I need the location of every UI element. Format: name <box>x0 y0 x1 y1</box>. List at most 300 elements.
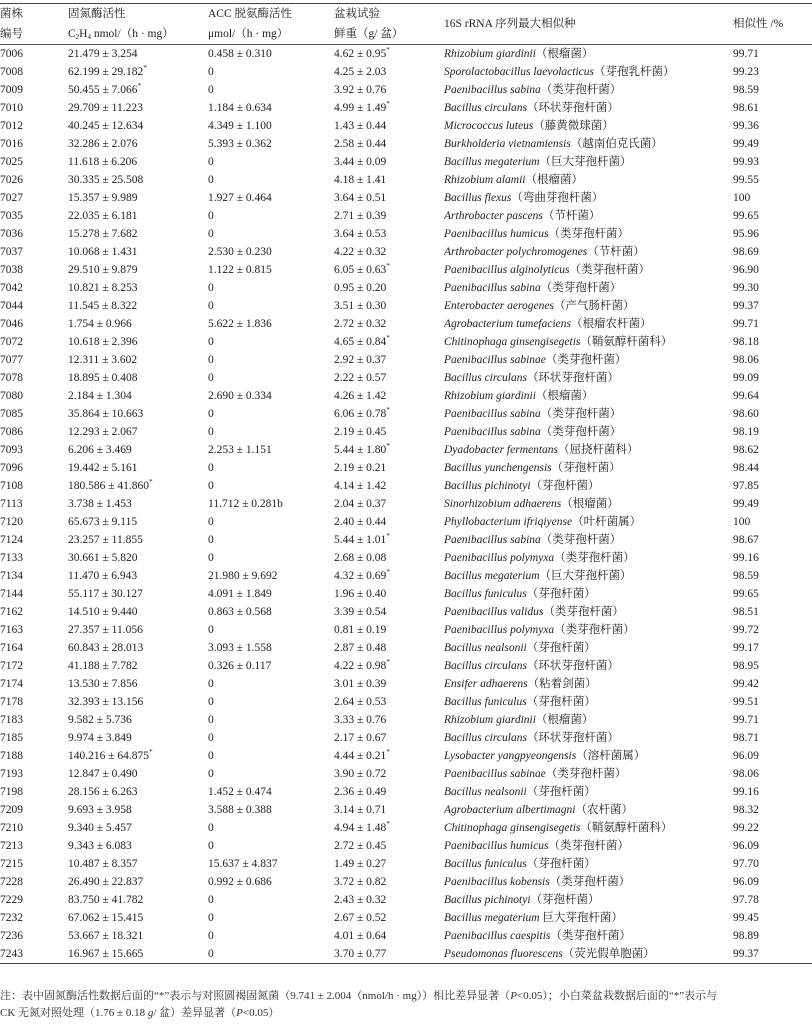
nitrogenase-activity-cell <box>68 513 208 531</box>
table-footnote <box>0 988 812 1022</box>
species-cell <box>444 117 733 135</box>
species-cell <box>444 891 733 909</box>
species-scientific-name: Bacillus circulans <box>444 102 527 114</box>
nitrogenase-activity-cell <box>68 81 208 99</box>
fresh-weight-value: 4.01 ± 0.64 <box>334 930 387 942</box>
acc-deaminase-cell: 1.184 ± 0.634 <box>208 102 272 114</box>
nitrogenase-activity-cell <box>68 567 208 585</box>
species-cell <box>444 819 733 837</box>
species-scientific-name: Rhizobium alamii <box>444 174 526 186</box>
fresh-weight-cell <box>334 657 444 675</box>
species-scientific-name: Paenibacillus caespitis <box>444 930 551 942</box>
nitrogenase-activity-cell <box>68 189 208 207</box>
nitrogenase-activity-cell <box>68 783 208 801</box>
fresh-weight-cell <box>334 63 444 81</box>
species-scientific-name: Lysobacter yangpyeongensis <box>444 750 577 762</box>
acc-deaminase-cell: 0 <box>208 534 214 546</box>
significance-star: * <box>137 82 142 90</box>
species-scientific-name: Sinorhizobium adhaerens <box>444 498 562 510</box>
species-scientific-name: Bacillus circulans <box>444 660 527 672</box>
similarity-cell: 98.89 <box>733 930 759 942</box>
table-row <box>0 945 812 964</box>
fresh-weight-cell <box>334 441 444 459</box>
fresh-weight-cell <box>334 693 444 711</box>
similarity-cell: 99.37 <box>733 300 759 312</box>
species-scientific-name: Agrobacterium albertimagni <box>444 804 576 816</box>
species-chinese-name: （类芽孢杆菌） <box>540 282 622 294</box>
fresh-weight-value: 0.81 ± 0.19 <box>334 624 387 636</box>
table-row <box>0 405 812 423</box>
nitrogenase-activity-cell <box>68 747 208 765</box>
table-row <box>0 315 812 333</box>
species-chinese-name: （芽孢杆菌） <box>526 696 596 708</box>
fresh-weight-value: 5.44 ± 1.80 <box>334 444 387 456</box>
fresh-weight-cell <box>334 279 444 297</box>
similarity-cell: 98.06 <box>733 354 759 366</box>
nitrogenase-activity-cell <box>68 711 208 729</box>
species-chinese-name: （类芽孢杆菌） <box>545 354 627 366</box>
nitrogenase-activity-cell <box>68 657 208 675</box>
acc-deaminase-cell: 0 <box>208 945 334 964</box>
acc-deaminase-cell: 11.712 ± 0.281b <box>208 498 283 510</box>
strain-id-cell: 7178 <box>0 696 23 708</box>
species-cell <box>444 351 733 369</box>
strain-id-cell: 7077 <box>0 354 23 366</box>
nitrogenase-value: 29.709 ± 11.223 <box>68 102 143 114</box>
table-row <box>0 801 812 819</box>
species-cell <box>444 441 733 459</box>
fresh-weight-value: 2.04 ± 0.37 <box>334 498 387 510</box>
similarity-cell: 98.61 <box>733 102 759 114</box>
fresh-weight-cell <box>334 99 444 117</box>
fresh-weight-cell <box>334 585 444 603</box>
species-cell <box>444 927 733 945</box>
nitrogenase-activity-cell <box>68 459 208 477</box>
footnote-text-2b: / 盆）差异显著（ <box>153 1007 237 1019</box>
table-row <box>0 837 812 855</box>
species-chinese-name: （环状芽孢杆菌） <box>526 732 619 744</box>
acc-deaminase-cell: 2.690 ± 0.334 <box>208 390 272 402</box>
strain-id-cell: 7012 <box>0 120 23 132</box>
similarity-cell: 99.65 <box>733 588 759 600</box>
strain-id-cell: 7085 <box>0 408 23 420</box>
nitrogenase-activity-cell <box>68 405 208 423</box>
species-scientific-name: Bacillus pichinotyi <box>444 480 531 492</box>
strain-id-cell: 7162 <box>0 606 23 618</box>
table-row <box>0 45 812 64</box>
strain-id-cell: 7016 <box>0 138 23 150</box>
species-cell <box>444 765 733 783</box>
species-chinese-name: （根瘤菌） <box>525 174 583 186</box>
species-cell <box>444 495 733 513</box>
acc-deaminase-cell: 4.091 ± 1.849 <box>208 588 272 600</box>
species-chinese-name: （芽孢杆菌） <box>551 462 621 474</box>
table-body <box>0 45 812 964</box>
species-scientific-name: Rhizobium giardinii <box>444 48 536 60</box>
species-cell <box>444 585 733 603</box>
species-cell <box>444 45 733 64</box>
acc-deaminase-cell: 21.980 ± 9.692 <box>208 570 278 582</box>
nitrogenase-value: 11.470 ± 6.943 <box>68 570 138 582</box>
acc-deaminase-cell: 0 <box>208 732 214 744</box>
strain-id-cell: 7108 <box>0 480 23 492</box>
similarity-cell: 98.62 <box>733 444 759 456</box>
similarity-cell: 96.90 <box>733 264 759 276</box>
species-scientific-name: Ensifer adhaerens <box>444 678 528 690</box>
strain-id-cell: 7164 <box>0 642 23 654</box>
acc-deaminase-cell: 5.393 ± 0.362 <box>208 138 272 150</box>
species-scientific-name: Arthrobacter pascens <box>444 210 543 222</box>
fresh-weight-cell <box>334 765 444 783</box>
similarity-cell: 98.60 <box>733 408 759 420</box>
nitrogenase-activity-cell <box>68 621 208 639</box>
header-acc-unit: μmol/（h · mg） <box>208 24 334 45</box>
fresh-weight-cell <box>334 135 444 153</box>
similarity-cell: 96.09 <box>733 840 759 852</box>
species-chinese-name: （弯曲芽孢杆菌） <box>511 192 604 204</box>
species-scientific-name: Bacillus funiculus <box>444 588 527 600</box>
nitrogenase-activity-cell <box>68 387 208 405</box>
nitrogenase-value: 15.278 ± 7.682 <box>68 228 138 240</box>
table-row <box>0 639 812 657</box>
fresh-weight-value: 6.05 ± 0.63 <box>334 264 387 276</box>
fresh-weight-value: 4.32 ± 0.69 <box>334 570 387 582</box>
table-row <box>0 621 812 639</box>
nitrogenase-value: 23.257 ± 11.855 <box>68 534 143 546</box>
footnote-text-1b: <0.05）；小白菜盆栽数据后面的“*”表示与 <box>516 990 718 1002</box>
table-row <box>0 549 812 567</box>
table-row <box>0 63 812 81</box>
species-chinese-name: （类芽孢杆菌） <box>569 264 651 276</box>
nitrogenase-value: 9.693 ± 3.958 <box>68 804 132 816</box>
significance-star: * <box>386 658 390 666</box>
species-scientific-name: Paenibacillus humicus <box>444 228 549 240</box>
nitrogenase-value: 12.293 ± 2.067 <box>68 426 138 438</box>
species-chinese-name: （类芽孢杆菌） <box>543 606 624 618</box>
nitrogenase-value: 62.199 ± 29.182 <box>68 66 144 78</box>
strain-id-cell: 7037 <box>0 246 23 258</box>
table-row <box>0 261 812 279</box>
table-row <box>0 873 812 891</box>
species-scientific-name: Paenibacillus polymyxa <box>444 624 555 636</box>
fresh-weight-value: 2.72 ± 0.45 <box>334 840 387 852</box>
strain-id-cell: 7133 <box>0 552 23 564</box>
fresh-weight-value: 4.65 ± 0.84 <box>334 336 387 348</box>
nitrogenase-activity-cell <box>68 117 208 135</box>
nitrogenase-activity-cell <box>68 585 208 603</box>
fresh-weight-value: 4.44 ± 0.21 <box>334 750 387 762</box>
species-scientific-name: Rhizobium giardinii <box>444 714 536 726</box>
table-row <box>0 441 812 459</box>
similarity-cell: 98.18 <box>733 336 759 348</box>
nitrogenase-value: 18.895 ± 0.408 <box>68 372 138 384</box>
acc-deaminase-cell: 0 <box>208 408 214 420</box>
similarity-cell: 99.65 <box>733 210 759 222</box>
acc-deaminase-cell: 0 <box>208 372 214 384</box>
species-chinese-name: （根瘤菌） <box>535 48 594 60</box>
fresh-weight-cell <box>334 531 444 549</box>
species-chinese-name: （芽孢杆菌） <box>526 642 596 654</box>
fresh-weight-cell <box>334 153 444 171</box>
similarity-cell: 99.93 <box>733 156 759 168</box>
nitrogenase-value: 9.340 ± 5.457 <box>68 822 132 834</box>
significance-star: * <box>143 64 147 72</box>
species-cell <box>444 783 733 801</box>
nitrogenase-activity-cell <box>68 315 208 333</box>
species-scientific-name: Bacillus funiculus <box>444 696 527 708</box>
similarity-cell: 99.71 <box>733 714 759 726</box>
nitrogenase-activity-cell <box>68 207 208 225</box>
fresh-weight-cell <box>334 747 444 765</box>
fresh-weight-cell <box>334 891 444 909</box>
significance-star: * <box>149 478 153 486</box>
nitrogenase-value: 10.068 ± 1.431 <box>68 246 138 258</box>
unit-rest: nmol/（h · mg） <box>90 28 174 40</box>
similarity-cell: 98.95 <box>733 660 759 672</box>
species-cell <box>444 243 733 261</box>
species-chinese-name: （根瘤菌） <box>561 498 619 510</box>
nitrogenase-activity-cell <box>68 873 208 891</box>
species-chinese-name: （类芽孢杆菌） <box>540 408 622 420</box>
nitrogenase-activity-cell <box>68 423 208 441</box>
species-cell <box>444 135 733 153</box>
similarity-cell: 99.71 <box>733 318 759 330</box>
fresh-weight-value: 4.14 ± 1.42 <box>334 480 387 492</box>
nitrogenase-value: 13.530 ± 7.856 <box>68 678 138 690</box>
header-fresh-weight: 鲜重（g/ 盆） <box>334 24 444 45</box>
fresh-weight-cell <box>334 459 444 477</box>
species-chinese-name: （类芽孢杆菌） <box>554 552 635 564</box>
species-chinese-name: （农杆菌） <box>575 804 633 816</box>
species-chinese-name: （根瘤菌） <box>535 714 594 726</box>
fresh-weight-value: 4.18 ± 1.41 <box>334 174 387 186</box>
strain-id-cell: 7078 <box>0 372 23 384</box>
species-chinese-name: （类芽孢杆菌） <box>550 930 631 942</box>
strain-id-cell: 7188 <box>0 750 23 762</box>
strain-id-cell: 7243 <box>0 945 68 964</box>
similarity-cell: 97.70 <box>733 858 759 870</box>
species-scientific-name: Bacillus yunchengensis <box>444 462 552 474</box>
nitrogenase-activity-cell <box>68 261 208 279</box>
fresh-weight-value: 4.99 ± 1.49 <box>334 102 387 114</box>
similarity-cell: 98.59 <box>733 84 759 96</box>
header-pot-label: 盆栽试验 <box>334 4 444 25</box>
fresh-weight-cell <box>334 945 444 964</box>
acc-deaminase-cell: 0 <box>208 894 214 906</box>
species-chinese-name: （类芽孢杆菌） <box>554 624 635 636</box>
acc-deaminase-cell: 0 <box>208 354 214 366</box>
table-row <box>0 153 812 171</box>
nitrogenase-activity-cell <box>68 153 208 171</box>
table-row <box>0 117 812 135</box>
strain-id-cell: 7038 <box>0 264 23 276</box>
fresh-weight-cell <box>334 189 444 207</box>
fresh-weight-value: 3.44 ± 0.09 <box>334 156 387 168</box>
fresh-weight-value: 4.22 ± 0.32 <box>334 246 387 258</box>
species-chinese-name: （芽孢杆菌） <box>526 786 596 798</box>
species-scientific-name: Paenibacillus polymyxa <box>444 552 555 564</box>
nitrogenase-value: 6.206 ± 3.469 <box>68 444 132 456</box>
fresh-weight-cell <box>334 261 444 279</box>
table-row <box>0 297 812 315</box>
species-chinese-name: （节杆菌） <box>542 210 601 222</box>
nitrogenase-value: 65.673 ± 9.115 <box>68 516 138 528</box>
species-cell <box>444 747 733 765</box>
nitrogenase-activity-cell <box>68 171 208 189</box>
species-scientific-name: Bacillus circulans <box>444 732 527 744</box>
similarity-cell: 99.16 <box>733 552 759 564</box>
species-cell <box>444 945 733 964</box>
strain-id-cell: 7124 <box>0 534 23 546</box>
fresh-weight-value: 2.19 ± 0.21 <box>334 462 387 474</box>
species-cell <box>444 855 733 873</box>
nitrogenase-value: 30.661 ± 5.820 <box>68 552 138 564</box>
species-chinese-name: （环状芽孢杆菌） <box>526 372 619 384</box>
fresh-weight-value: 2.43 ± 0.32 <box>334 894 387 906</box>
acc-deaminase-cell: 4.349 ± 1.100 <box>208 120 272 132</box>
table-row <box>0 567 812 585</box>
strain-id-cell: 7113 <box>0 498 23 510</box>
strain-id-cell: 7046 <box>0 318 23 330</box>
acc-deaminase-cell: 0 <box>208 336 214 348</box>
fresh-weight-cell <box>334 711 444 729</box>
species-cell <box>444 693 733 711</box>
species-cell <box>444 81 733 99</box>
fresh-weight-value: 2.40 ± 0.44 <box>334 516 387 528</box>
acc-deaminase-cell: 0 <box>208 516 214 528</box>
similarity-cell: 98.71 <box>733 732 759 744</box>
footnote-text-2a: CK 无氮对照处理（1.76 ± 0.18 <box>0 1007 148 1019</box>
table-row <box>0 99 812 117</box>
fresh-weight-value: 1.49 ± 0.27 <box>334 858 387 870</box>
species-scientific-name: Paenibacillus sabinae <box>444 354 546 366</box>
strain-id-cell: 7210 <box>0 822 23 834</box>
table-row <box>0 423 812 441</box>
species-chinese-name: （类芽孢杆菌） <box>540 84 622 96</box>
species-scientific-name: Paenibacillus sabina <box>444 408 541 420</box>
table-row <box>0 729 812 747</box>
species-scientific-name: Chitinophaga ginsengisegetis <box>444 822 581 834</box>
species-chinese-name: （粘着剑菌） <box>527 678 597 690</box>
table-row <box>0 333 812 351</box>
acc-deaminase-cell: 3.093 ± 1.558 <box>208 642 272 654</box>
similarity-cell: 98.67 <box>733 534 759 546</box>
strain-id-cell: 7086 <box>0 426 23 438</box>
species-cell <box>444 171 733 189</box>
fresh-weight-value: 1.96 ± 0.40 <box>334 588 387 600</box>
nitrogenase-activity-cell <box>68 45 208 64</box>
significance-star: * <box>386 748 390 756</box>
acc-deaminase-cell: 0 <box>208 66 214 78</box>
acc-deaminase-cell: 0.326 ± 0.117 <box>208 660 272 672</box>
significance-star: * <box>386 100 390 108</box>
nitrogenase-value: 10.618 ± 2.396 <box>68 336 138 348</box>
unit-c-subscript: 2 <box>75 33 80 41</box>
fresh-weight-value: 2.68 ± 0.08 <box>334 552 387 564</box>
significance-star: * <box>386 442 390 450</box>
nitrogenase-activity-cell <box>68 369 208 387</box>
similarity-cell: 99.09 <box>733 372 759 384</box>
table-row <box>0 351 812 369</box>
strain-id-cell: 7229 <box>0 894 23 906</box>
nitrogenase-value: 21.479 ± 3.254 <box>68 48 138 60</box>
strain-id-cell: 7215 <box>0 858 23 870</box>
species-scientific-name: Paenibacillus alginolyticus <box>444 264 570 276</box>
fresh-weight-value: 2.67 ± 0.52 <box>334 912 387 924</box>
table-row <box>0 747 812 765</box>
species-chinese-name: （类芽孢杆菌） <box>548 840 629 852</box>
nitrogenase-value: 11.618 ± 6.206 <box>68 156 138 168</box>
fresh-weight-value: 2.58 ± 0.44 <box>334 138 387 150</box>
acc-deaminase-cell: 0.458 ± 0.310 <box>208 48 272 60</box>
fresh-weight-value: 4.62 ± 0.95 <box>334 48 387 60</box>
significance-star: * <box>386 406 390 414</box>
fresh-weight-cell <box>334 567 444 585</box>
species-scientific-name: Micrococcus luteus <box>444 120 534 132</box>
fresh-weight-cell <box>334 495 444 513</box>
species-chinese-name: （类芽孢杆菌） <box>545 768 627 780</box>
similarity-cell: 99.30 <box>733 282 759 294</box>
strain-id-cell: 7213 <box>0 840 23 852</box>
acc-deaminase-cell: 1.452 ± 0.474 <box>208 786 272 798</box>
species-scientific-name: Enterobacter aerogenes <box>444 300 554 312</box>
species-cell <box>444 549 733 567</box>
species-scientific-name: Paenibacillus sabina <box>444 84 541 96</box>
strain-id-cell: 7025 <box>0 156 23 168</box>
table-row <box>0 171 812 189</box>
acc-deaminase-cell: 0 <box>208 840 214 852</box>
nitrogenase-activity-cell <box>68 819 208 837</box>
nitrogenase-activity-cell <box>68 693 208 711</box>
table-row <box>0 855 812 873</box>
similarity-cell: 99.55 <box>733 174 759 186</box>
species-scientific-name: Paenibacillus humicus <box>444 840 549 852</box>
species-scientific-name: Paenibacillus sabina <box>444 534 541 546</box>
similarity-cell: 99.36 <box>733 120 759 132</box>
similarity-cell: 99.16 <box>733 786 759 798</box>
similarity-cell: 98.51 <box>733 606 759 618</box>
fresh-weight-value: 3.39 ± 0.54 <box>334 606 387 618</box>
fresh-weight-cell <box>334 855 444 873</box>
table-row <box>0 891 812 909</box>
acc-deaminase-cell: 0 <box>208 84 214 96</box>
fresh-weight-cell <box>334 225 444 243</box>
nitrogenase-value: 29.510 ± 9.879 <box>68 264 138 276</box>
strain-id-cell: 7026 <box>0 174 23 186</box>
table-row <box>0 783 812 801</box>
acc-deaminase-cell: 0 <box>208 678 214 690</box>
species-chinese-name: （产气肠杆菌） <box>553 300 635 312</box>
strain-id-cell: 7009 <box>0 84 23 96</box>
table-row <box>0 909 812 927</box>
nitrogenase-activity-cell <box>68 549 208 567</box>
strain-id-cell: 7144 <box>0 588 23 600</box>
fresh-weight-cell <box>334 387 444 405</box>
strain-id-cell: 7096 <box>0 462 23 474</box>
species-cell <box>444 369 733 387</box>
table-row <box>0 819 812 837</box>
species-cell <box>444 513 733 531</box>
fresh-weight-value: 2.92 ± 0.37 <box>334 354 387 366</box>
nitrogenase-activity-cell <box>68 729 208 747</box>
fresh-weight-value: 0.95 ± 0.20 <box>334 282 387 294</box>
table-row <box>0 279 812 297</box>
nitrogenase-value: 22.035 ± 6.181 <box>68 210 138 222</box>
strain-id-cell: 7172 <box>0 660 23 672</box>
species-scientific-name: Sporolactobacillus laevolacticus <box>444 66 595 78</box>
species-scientific-name: Bacillus megaterium <box>444 570 540 582</box>
acc-deaminase-cell: 0 <box>208 174 214 186</box>
